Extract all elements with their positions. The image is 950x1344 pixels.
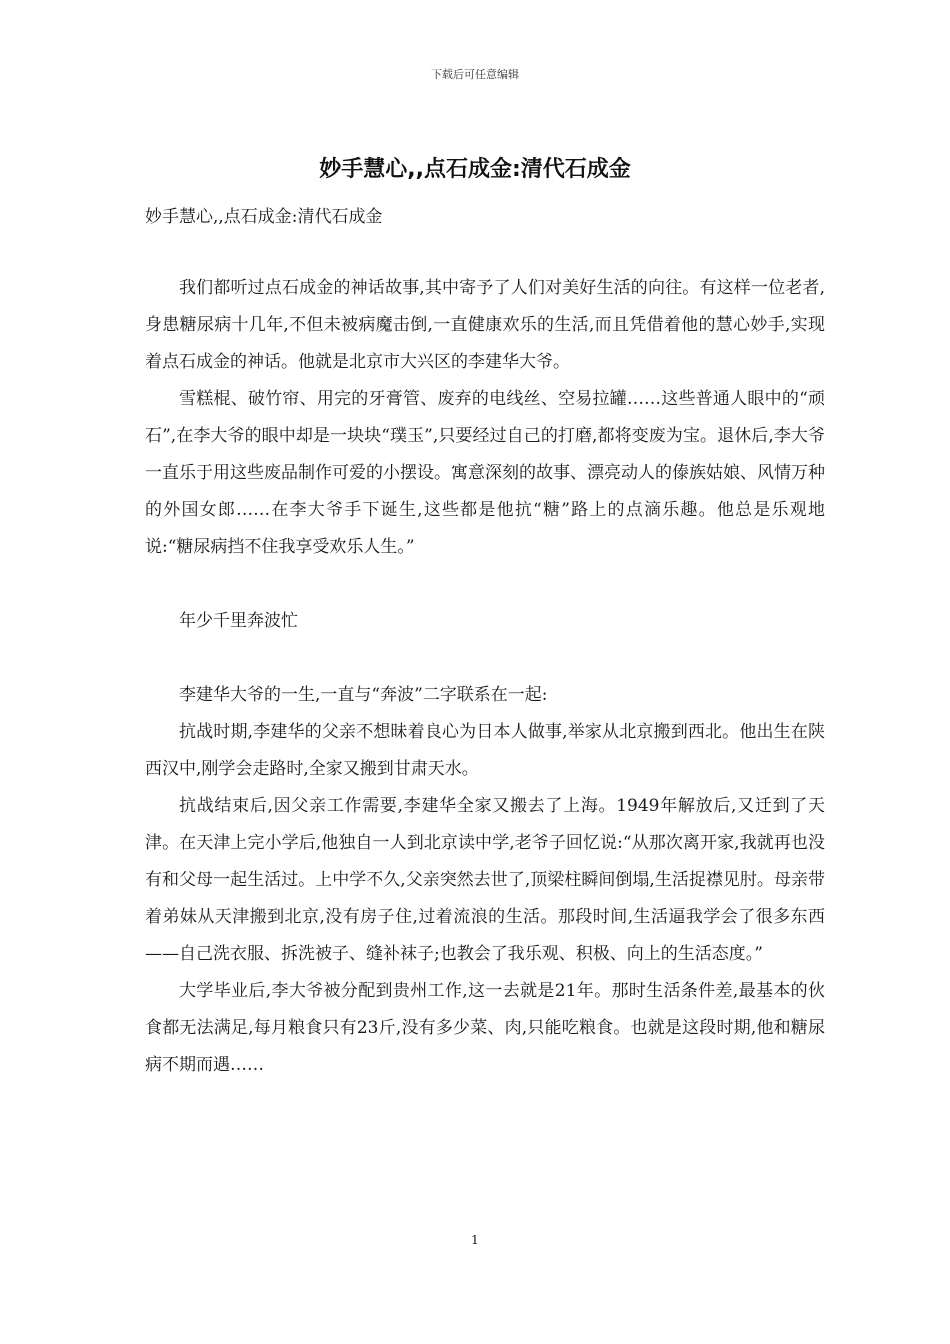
paragraph: 雪糕棍、破竹帘、用完的牙膏管、废弃的电线丝、空易拉罐……这些普通人眼中的“顽石”,在李大爷的眼中却是一块块“璞玉”,只要经过自己的打磨,都将变废为宝。退休后,李大爷一直乐于用这些废品制作可爱的小摆设。寓意深刻的故事、漂亮动人的傣族姑娘、风情万种的外国女郎……在李大爷手下诞生,这些都是他抗“糖”路上的点滴乐趣。他总是乐观地说:“糖尿病挡不住我享受欢乐人生。” [145,389,825,557]
paragraph: 大学毕业后,李大爷被分配到贵州工作,这一去就是21年。那时生活条件差,最基本的伙食都无法满足,每月粮食只有23斤,没有多少菜、肉,只能吃粮食。也就是这段时期,他和糖尿病不期而遇…… [145,981,825,1075]
download-note: 下载后可任意编辑 [431,68,519,81]
section-heading: 年少千里奔波忙 [179,611,298,631]
page-number: 1 [471,1233,479,1247]
paragraph: 抗战结束后,因父亲工作需要,李建华全家又搬去了上海。1949年解放后,又迁到了天津。在天津上完小学后,他独自一人到北京读中学,老爷子回忆说:“从那次离开家,我就再也没有和父母一起生活过。上中学不久,父亲突然去世了,顶梁柱瞬间倒塌,生活捉襟见肘。母亲带着弟妹从天津搬到北京,没有房子住,过着流浪的生活。那段时间,生活逼我学会了很多东西——自己洗衣服、拆洗被子、缝补袜子;也教会了我乐观、积极、向上的生活态度。” [145,796,825,964]
paragraph: 我们都听过点石成金的神话故事,其中寄予了人们对美好生活的向往。有这样一位老者,身患糖尿病十几年,不但未被病魔击倒,一直健康欢乐的生活,而且凭借着他的慧心妙手,实现着点石成金的神话。他就是北京市大兴区的李建华大爷。 [145,278,825,372]
subtitle: 妙手慧心,,点石成金:清代石成金 [145,207,383,227]
article-body [145,270,825,1084]
paragraph: 抗战时期,李建华的父亲不想昧着良心为日本人做事,举家从北京搬到西北。他出生在陕西汉中,刚学会走路时,全家又搬到甘肃天水。 [145,722,825,779]
page-title: 妙手慧心,,点石成金:清代石成金 [319,157,631,182]
paragraph: 李建华大爷的一生,一直与“奔波”二字联系在一起: [179,685,548,705]
